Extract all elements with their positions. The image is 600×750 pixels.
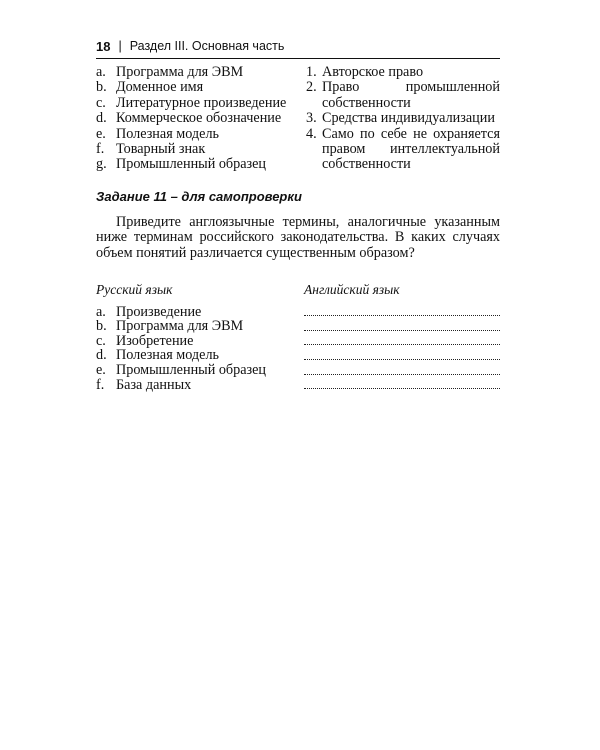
document-page <box>96 36 500 392</box>
answer-blank[interactable] <box>304 334 500 345</box>
table-row <box>96 305 500 320</box>
russian-term: Программа для ЭВМ <box>116 318 244 335</box>
header-separator: | <box>118 39 122 53</box>
item-marker: b. <box>96 79 107 96</box>
task-paragraph: Приведите англоязычные термины, аналогичные указанным ниже терминам российского законодательства. В каких случаях объем понятий различается существенным образом? <box>96 213 500 262</box>
table-row <box>96 378 500 393</box>
item-marker: 4. <box>306 125 317 142</box>
item-marker: d. <box>96 110 107 127</box>
row-marker: a. <box>96 303 106 320</box>
item-text: Коммерческое обозначение <box>116 110 282 127</box>
table-row <box>96 363 500 378</box>
answer-blank[interactable] <box>304 320 500 331</box>
row-marker: e. <box>96 362 106 378</box>
task-heading: Задание 11 – для самопроверки <box>96 188 302 204</box>
russian-term: Изобретение <box>116 332 194 349</box>
row-marker: d. <box>96 347 107 364</box>
list-item <box>96 111 301 126</box>
row-marker: f. <box>96 376 105 393</box>
item-marker: 3. <box>306 110 317 127</box>
running-header <box>96 36 500 59</box>
list-item <box>96 65 301 80</box>
item-text: Средства индивидуализации <box>322 110 495 127</box>
list-item <box>96 142 301 157</box>
item-marker: 2. <box>306 79 317 96</box>
row-marker: c. <box>96 332 106 349</box>
russian-term: Промышленный образец <box>116 362 267 378</box>
russian-term: Полезная модель <box>116 347 219 364</box>
list-item <box>306 65 500 80</box>
section-title: Раздел III. Основная часть <box>129 39 285 53</box>
terms-table <box>96 305 500 393</box>
item-marker: c. <box>96 94 106 111</box>
item-text: Право промышленной собственности <box>322 79 500 111</box>
russian-term: Произведение <box>116 303 202 320</box>
russian-term: База данных <box>116 376 192 393</box>
terms-table-header <box>96 282 500 298</box>
item-marker: 1. <box>306 64 317 80</box>
item-text: Товарный знак <box>116 141 206 158</box>
list-item <box>306 127 500 173</box>
table-row <box>96 334 500 349</box>
table-row <box>96 319 500 334</box>
answer-blank[interactable] <box>304 305 500 316</box>
answer-blank[interactable] <box>304 364 500 375</box>
answer-blank[interactable] <box>304 349 500 360</box>
list-item <box>96 127 301 142</box>
item-marker: g. <box>96 156 107 173</box>
list-item <box>96 96 301 111</box>
object-list <box>96 65 301 173</box>
list-item <box>306 80 500 111</box>
table-row <box>96 348 500 363</box>
category-list <box>306 65 500 173</box>
answer-blank[interactable] <box>304 378 500 389</box>
list-item <box>96 80 301 95</box>
item-text: Авторское право <box>322 64 424 80</box>
item-text: Полезная модель <box>116 125 219 142</box>
row-marker: b. <box>96 318 107 335</box>
item-marker: e. <box>96 125 106 142</box>
matching-lists <box>96 65 500 173</box>
list-item <box>306 111 500 126</box>
item-marker: f. <box>96 141 105 158</box>
item-text: Промышленный образец <box>116 156 267 173</box>
item-text: Само по себе не охраняется правом интеллектуальной собственности <box>322 125 500 173</box>
item-text: Доменное имя <box>116 79 204 96</box>
item-text: Программа для ЭВМ <box>116 64 244 80</box>
page-number: 18 <box>96 38 111 54</box>
item-text: Литературное произведение <box>116 94 287 111</box>
column-header-russian: Русский язык <box>96 281 173 297</box>
column-header-english: Английский язык <box>304 281 400 297</box>
list-item <box>96 157 301 172</box>
item-marker: a. <box>96 64 106 80</box>
